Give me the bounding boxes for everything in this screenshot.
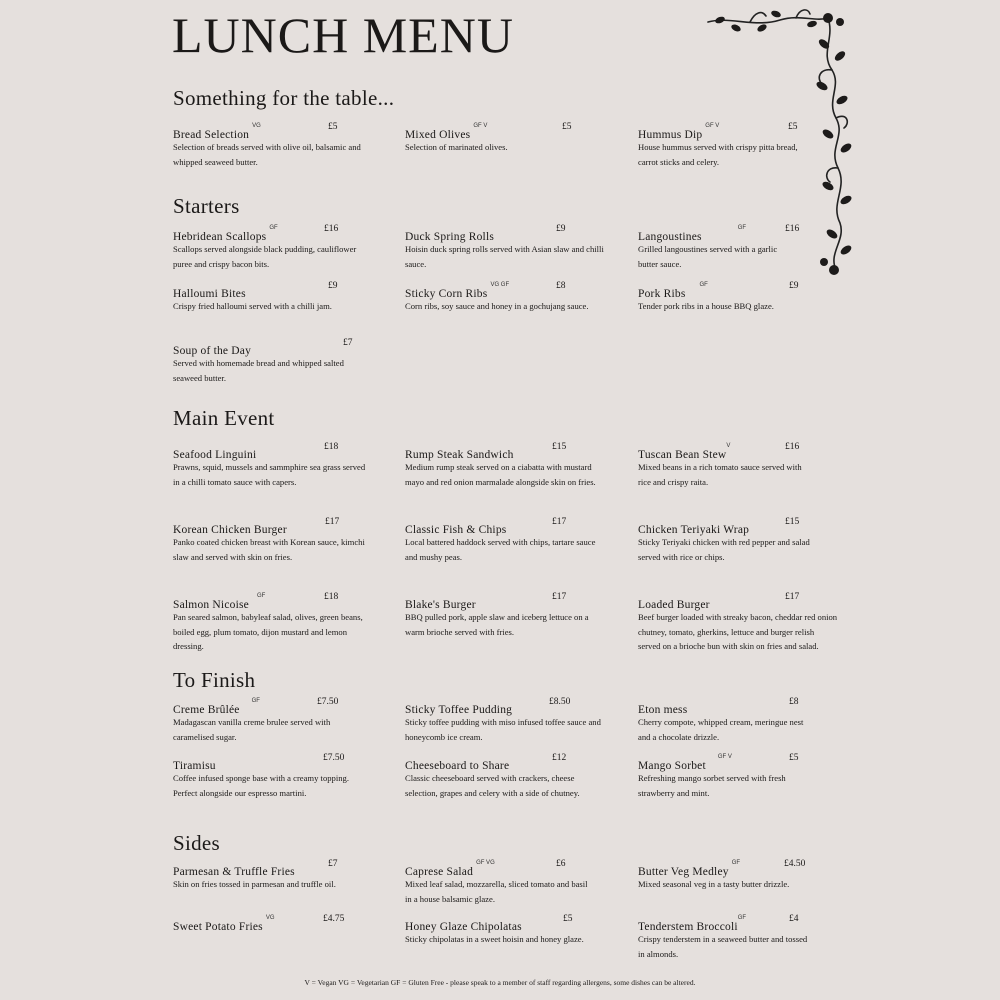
item-price: £17 <box>325 517 340 527</box>
menu-item <box>638 860 813 892</box>
item-tags: GF <box>737 915 747 921</box>
item-description: Refreshing mango sorbet served with fresh strawberry and mint. <box>638 773 786 798</box>
menu-item <box>405 754 590 800</box>
menu-item <box>405 123 605 155</box>
item-price: £7 <box>343 338 353 348</box>
item-price: £18 <box>324 592 339 602</box>
item-name: Seafood Linguini <box>173 449 257 461</box>
item-name: Bread Selection <box>173 129 250 141</box>
menu-item <box>405 443 605 489</box>
item-name: Halloumi Bites <box>173 288 246 300</box>
item-tags: VG <box>252 123 261 129</box>
menu-item <box>638 443 808 489</box>
menu-item <box>638 754 813 800</box>
section-title-sides: Sides <box>173 831 221 855</box>
menu-item <box>173 123 373 169</box>
menu-item <box>405 518 605 564</box>
menu-title: LUNCH MENU <box>172 7 514 63</box>
item-tags: VG GF <box>490 282 510 288</box>
item-price: £5 <box>562 122 572 132</box>
item-description: Scallops served alongside black pudding, cauliflower puree and crispy bacon bits. <box>173 244 357 269</box>
item-name: Sweet Potato Fries <box>173 921 263 933</box>
item-price: £15 <box>552 442 567 452</box>
item-tags: GF <box>256 593 266 599</box>
menu-item <box>638 123 798 169</box>
item-description: Cherry compote, whipped cream, meringue nest and a chocolate drizzle. <box>638 717 804 742</box>
item-description: Local battered haddock served with chips, tartare sauce and mushy peas. <box>405 537 596 562</box>
item-description: House hummus served with crispy pitta bread, carrot sticks and celery. <box>638 142 798 167</box>
item-name: Langoustines <box>638 231 702 243</box>
item-description: Served with homemade bread and whipped salted seaweed butter. <box>173 358 344 383</box>
menu-item <box>638 225 798 271</box>
item-description: Beef burger loaded with streaky bacon, cheddar red onion chutney, tomato, gherkins, lettuce and burger relish served on a brioche bun with skin on fries and salad. <box>638 612 838 651</box>
item-description: Panko coated chicken breast with Korean sauce, kimchi slaw and served with skin on fries. <box>173 537 365 562</box>
item-price: £8.50 <box>549 697 571 707</box>
item-tags: GF V <box>717 754 732 760</box>
item-tags: VG <box>265 915 275 921</box>
menu-item <box>173 518 373 564</box>
menu-item <box>173 339 373 385</box>
item-name: Chicken Teriyaki Wrap <box>638 524 750 536</box>
item-description: Pan seared salmon, babyleaf salad, olives, green beans, boiled egg, plum tomato, dijon mustard and lemon dressing. <box>173 612 363 651</box>
menu-item <box>405 593 605 639</box>
item-tags: GF <box>269 225 278 231</box>
item-name: Caprese Salad <box>405 866 474 878</box>
item-description: Hoisin duck spring rolls served with Asian slaw and chilli sauce. <box>405 244 604 269</box>
item-name: Tiramisu <box>173 760 216 772</box>
item-description: Sticky toffee pudding with miso infused toffee sauce and honeycomb ice cream. <box>405 717 601 742</box>
item-price: £8 <box>556 281 566 291</box>
item-description: Classic cheeseboard served with crackers, cheese selection, grapes and celery with a side of chutney. <box>405 773 580 798</box>
item-description: Grilled langoustines served with a garlic butter sauce. <box>638 244 778 269</box>
item-description: Prawns, squid, mussels and sammphire sea grass served in a chilli tomato sauce with capers. <box>173 462 366 487</box>
item-description: Madagascan vanilla creme brulee served with caramelised sugar. <box>173 717 331 742</box>
item-price: £12 <box>552 753 567 763</box>
item-price: £4.75 <box>323 914 345 924</box>
item-price: £15 <box>785 517 800 527</box>
item-tags: GF VG <box>476 860 495 866</box>
item-price: £9 <box>328 281 338 291</box>
item-price: £16 <box>324 224 339 234</box>
item-name: Korean Chicken Burger <box>173 524 287 536</box>
item-description: Corn ribs, soy sauce and honey in a gochujang sauce. <box>405 301 589 311</box>
item-price: £9 <box>789 281 799 291</box>
item-price: £16 <box>785 224 800 234</box>
item-price: £9 <box>556 224 566 234</box>
item-name: Hummus Dip <box>638 129 703 141</box>
item-price: £7 <box>328 859 338 869</box>
item-name: Duck Spring Rolls <box>405 231 495 243</box>
item-name: Soup of the Day <box>173 345 252 357</box>
menu-item <box>173 860 373 892</box>
item-description: Mixed leaf salad, mozzarella, sliced tomato and basil in a house balsamic glaze. <box>405 879 588 904</box>
menu-item <box>405 698 605 744</box>
item-price: £5 <box>788 122 798 132</box>
menu-item <box>173 593 368 654</box>
item-description: Skin on fries tossed in parmesan and truffle oil. <box>173 879 336 889</box>
item-description: Tender pork ribs in a house BBQ glaze. <box>638 301 774 311</box>
menu-item <box>405 225 605 271</box>
item-price: £16 <box>785 442 800 452</box>
item-description: Coffee infused sponge base with a creamy topping. Perfect alongside our espresso martini. <box>173 773 349 798</box>
menu-item <box>638 698 813 744</box>
item-name: Creme Brûlée <box>173 704 240 716</box>
menu-item <box>173 282 373 314</box>
item-name: Rump Steak Sandwich <box>405 449 514 461</box>
item-price: £6 <box>556 859 566 869</box>
item-price: £5 <box>328 122 338 132</box>
item-name: Pork Ribs <box>638 288 686 300</box>
menu-item <box>638 282 798 314</box>
menu-item <box>405 915 605 947</box>
item-name: Salmon Nicoise <box>173 599 249 611</box>
item-name: Tuscan Bean Stew <box>638 449 727 461</box>
item-price: £7.50 <box>323 753 345 763</box>
item-description: Medium rump steak served on a ciabatta with mustard mayo and red onion marmalade alongside skin on fries. <box>405 462 596 487</box>
item-description: Crispy fried halloumi served with a chilli jam. <box>173 301 332 311</box>
item-price: £17 <box>552 517 567 527</box>
item-name: Sticky Corn Ribs <box>405 288 488 300</box>
item-name: Blake's Burger <box>405 599 476 611</box>
item-tags: GF <box>731 860 741 866</box>
menu-item <box>173 443 373 489</box>
menu-item <box>173 225 373 271</box>
item-name: Mango Sorbet <box>638 760 706 772</box>
menu-item <box>173 915 373 932</box>
item-description: Selection of marinated olives. <box>405 142 508 152</box>
section-title-main-event: Main Event <box>173 406 275 430</box>
item-description: Selection of breads served with olive oil, balsamic and whipped seaweed butter. <box>173 142 361 167</box>
menu-item <box>405 282 605 314</box>
item-name: Hebridean Scallops <box>173 231 267 243</box>
item-name: Classic Fish & Chips <box>405 524 507 536</box>
menu-item <box>638 915 813 961</box>
item-name: Sticky Toffee Pudding <box>405 704 513 716</box>
menu-item <box>173 698 373 744</box>
item-price: £17 <box>785 592 800 602</box>
item-price: £8 <box>789 697 799 707</box>
item-price: £17 <box>552 592 567 602</box>
item-description: Sticky chipolatas in a sweet hoisin and honey glaze. <box>405 934 584 944</box>
item-description: Sticky Teriyaki chicken with red pepper and salad served with rice or chips. <box>638 537 810 562</box>
item-name: Mixed Olives <box>405 129 471 141</box>
item-tags: GF <box>699 282 708 288</box>
item-name: Cheeseboard to Share <box>405 760 510 772</box>
item-price: £18 <box>324 442 339 452</box>
item-description: Mixed beans in a rich tomato sauce served with rice and crispy raita. <box>638 462 802 487</box>
item-tags: V <box>726 443 731 449</box>
item-name: Butter Veg Medley <box>638 866 729 878</box>
item-description: Mixed seasonal veg in a tasty butter drizzle. <box>638 879 790 889</box>
item-tags: GF V <box>705 123 720 129</box>
section-title-starters: Starters <box>173 194 240 218</box>
item-description: BBQ pulled pork, apple slaw and iceberg lettuce on a warm brioche served with fries. <box>405 612 589 637</box>
menu-item <box>173 754 363 800</box>
item-name: Parmesan & Truffle Fries <box>173 866 295 878</box>
menu-item <box>638 518 813 564</box>
item-tags: GF V <box>473 123 488 129</box>
item-price: £7.50 <box>317 697 339 707</box>
item-price: £5 <box>563 914 573 924</box>
item-tags: GF <box>737 225 747 231</box>
menu-item <box>638 593 838 654</box>
item-name: Tenderstem Broccoli <box>638 921 738 933</box>
item-name: Honey Glaze Chipolatas <box>405 921 522 933</box>
item-tags: GF <box>251 698 260 704</box>
section-title-table: Something for the table... <box>173 86 395 110</box>
allergen-footer-note: V = Vegan VG = Vegetarian GF = Gluten Free - please speak to a member of staff regarding allergens, some dishes can be altered. <box>304 978 696 987</box>
section-title-to-finish: To Finish <box>173 668 256 692</box>
item-name: Eton mess <box>638 704 688 716</box>
menu-item <box>405 860 595 906</box>
item-price: £4.50 <box>784 859 806 869</box>
item-name: Loaded Burger <box>638 599 710 611</box>
item-price: £5 <box>789 753 799 763</box>
item-price: £4 <box>789 914 799 924</box>
item-description: Crispy tenderstem in a seaweed butter and tossed in almonds. <box>638 934 808 959</box>
